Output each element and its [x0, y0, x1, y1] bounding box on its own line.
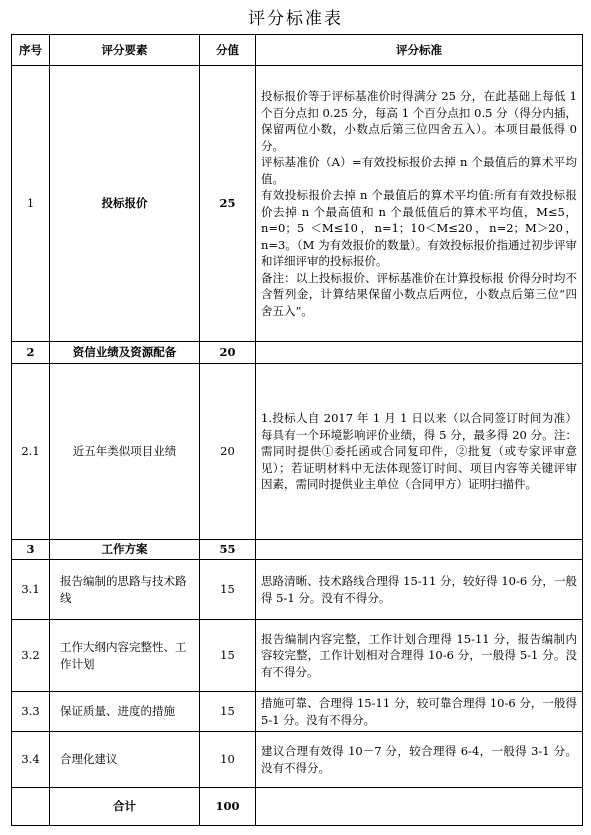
standard-paragraph: 投标报价等于评标基准价时得满分 25 分，在此基础上每低 1 个百分点扣 0.25 分，每高 1 个百分点扣 0.5 分（得分内插，保留两位小数，小数点后第三位四舍五入）。本项目最低得 0 分。 [261, 89, 577, 153]
row-item: 合理化建议 [50, 732, 200, 788]
row-score: 15 [200, 560, 256, 620]
row-score: 25 [200, 66, 256, 342]
page-title: 评分标准表 [248, 9, 343, 29]
row-item: 投标报价 [50, 66, 200, 342]
header-item: 评分要素 [50, 35, 200, 66]
row-score: 15 [200, 620, 256, 692]
header-no: 序号 [12, 35, 50, 66]
row-no: 3.3 [12, 692, 50, 732]
row-score: 20 [200, 342, 256, 364]
row-no: 2.1 [12, 364, 50, 540]
row-score: 10 [200, 732, 256, 788]
row-item: 报告编制的思路与技术路线 [50, 560, 200, 620]
row-item: 保证质量、进度的措施 [50, 692, 200, 732]
row-item: 资信业绩及资源配备 [50, 342, 200, 364]
row-standard [256, 342, 583, 364]
table-header-row [12, 35, 583, 66]
table-row [12, 560, 583, 620]
table-row [12, 66, 583, 342]
row-item: 工作大纲内容完整性、工作计划 [50, 620, 200, 692]
total-standard-cell [256, 788, 583, 826]
standard-paragraph: 有效投标报价去掉 n 个最值后的算术平均值:所有有效投标报价去掉 n 个最高值和 n 个最低值后的算术平均值，M≤5，n=0；5 ＜M≤10，n=1；10＜M≤20，n=2；M＞20，n=3。（M 为有效报价的数量）。有效投标报价指通过初步评审和详细评审的投标报价。 [261, 188, 577, 268]
row-no: 3.2 [12, 620, 50, 692]
table-row [12, 620, 583, 692]
header-standard: 评分标准 [256, 35, 583, 66]
header-score: 分值 [200, 35, 256, 66]
table-row [12, 342, 583, 364]
row-no: 1 [12, 66, 50, 342]
row-score: 20 [200, 364, 256, 540]
table-row [12, 364, 583, 540]
table-row [12, 540, 583, 560]
row-standard: 思路清晰、技术路线合理得 15-11 分，较好得 10-6 分，一般得 5-1 分。没有不得分。 [256, 560, 583, 620]
row-score: 15 [200, 692, 256, 732]
scoring-table [11, 34, 583, 826]
standard-paragraph: 评标基准价（A）=有效投标报价去掉 n 个最值后的算术平均值。 [261, 155, 577, 186]
row-standard: 报告编制内容完整，工作计划合理得 15-11 分，报告编制内容较完整，工作计划相对合理得 10-6 分，一般得 5-1 分。没有不得分。 [256, 620, 583, 692]
row-no: 3.4 [12, 732, 50, 788]
standard-paragraph: 备注：以上投标报价、评标基准价在计算投标报 价得分时均不含暂列金，计算结果保留小数点后两位，小数点后第三位“四舍五入”。 [261, 270, 577, 318]
row-item: 工作方案 [50, 540, 200, 560]
row-item: 近五年类似项目业绩 [50, 364, 200, 540]
row-standard: 建议合理有效得 10－7 分，较合理得 6-4，一般得 3-1 分。没有不得分。 [256, 732, 583, 788]
total-empty-cell [12, 788, 50, 826]
row-standard [256, 540, 583, 560]
total-row [12, 788, 583, 826]
table-row [12, 732, 583, 788]
row-standard [256, 66, 583, 342]
row-no: 3.1 [12, 560, 50, 620]
row-standard: 措施可靠、合理得 15-11 分，较可靠合理得 10-6 分，一般得 5-1 分。没有不得分。 [256, 692, 583, 732]
row-no: 2 [12, 342, 50, 364]
row-no: 3 [12, 540, 50, 560]
total-score: 100 [200, 788, 256, 826]
row-standard: 1.投标人自 2017 年 1 月 1 日以来（以合同签订时间为准）每具有一个环境影响评价业绩，得 5 分，最多得 20 分。注：需同时提供①委托函或合同复印件，②批复（或专家评审意见）；若证明材料中无法体现签订时间、项目内容等关键评审因素，需同时提供业主单位（合同甲方）证明扫描件。 [256, 364, 583, 540]
table-row [12, 692, 583, 732]
row-score: 55 [200, 540, 256, 560]
total-label: 合计 [50, 788, 200, 826]
